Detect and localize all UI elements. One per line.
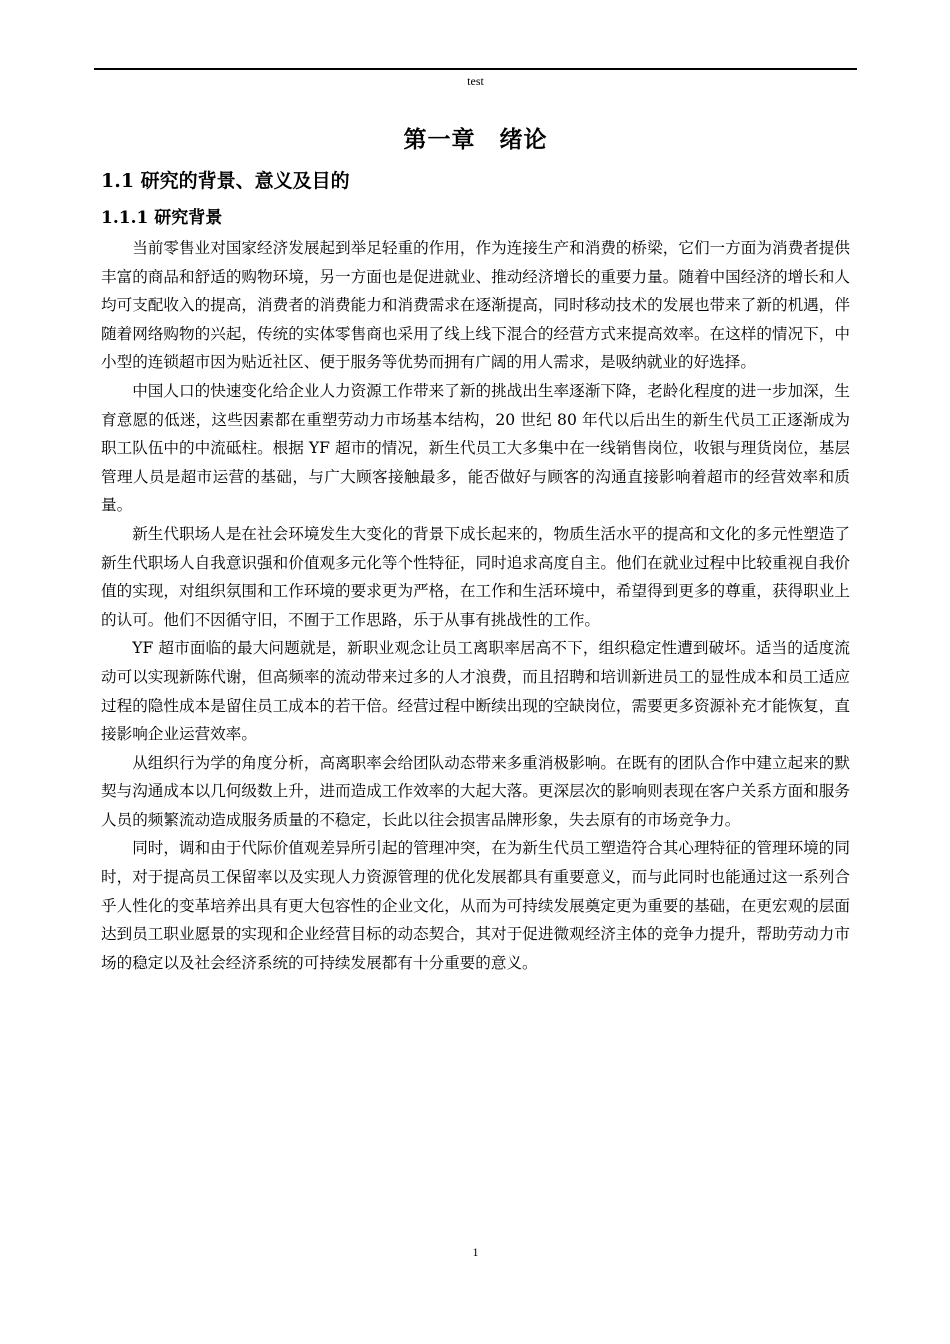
running-header: test: [467, 74, 484, 88]
paragraph: 新生代职场人是在社会环境发生大变化的背景下成长起来的，物质生活水平的提高和文化的多元性塑造了新生代职场人自我意识强和价值观多元化等个性特征，同时追求高度自主。他们在就业过程中比较重视自我价值的实现，对组织氛围和工作环境的要求更为严格，在工作和生活环境中，希望得到更多的尊重，获得职业上的认可。他们不因循守旧，不囿于工作思路，乐于从事有挑战性的工作。: [101, 524, 850, 629]
section-title: 1.1 研究的背景、意义及目的: [101, 170, 350, 192]
page-number: 1: [472, 1245, 479, 1259]
paragraph: 同时，调和由于代际价值观差异所引起的管理冲突，在为新生代员工塑造符合其心理特征的管理环境的同时，对于提高员工保留率以及实现人力资源管理的优化发展都具有重要意义，而与此同时也能通过这一系列合乎人性化的变革培养出具有更大包容性的企业文化，从而为可持续发展奠定更为重要的基础，在更宏观的层面达到员工职业愿景的实现和企业经营目标的动态契合，其对于促进微观经济主体的竞争力提升，帮助劳动力市场的稳定以及社会经济系统的可持续发展都有十分重要的意义。: [101, 839, 850, 972]
paragraph: YF 超市面临的最大问题就是，新职业观念让员工离职率居高不下，组织稳定性遭到破坏。适当的适度流动可以实现新陈代谢，但高频率的流动带来过多的人才浪费，而且招聘和培训新进员工的显性成本和员工适应过程的隐性成本是留住员工成本的若干倍。经营过程中断续出现的空缺岗位，需要更多资源补充才能恢复，直接影响企业运营效率。: [101, 639, 850, 744]
chapter-title: 第一章 绪论: [403, 126, 548, 153]
paragraph: 从组织行为学的角度分析，高离职率会给团队动态带来多重消极影响。在既有的团队合作中建立起来的默契与沟通成本以几何级数上升，进而造成工作效率的大起大落。更深层次的影响则表现在客户关系方面和服务人员的频繁流动造成服务质量的不稳定，长此以往会损害品牌形象，失去原有的市场竞争力。: [101, 753, 850, 829]
paragraph: 中国人口的快速变化给企业人力资源工作带来了新的挑战出生率逐渐下降，老龄化程度的进一步加深，生育意愿的低迷，这些因素都在重塑劳动力市场基本结构，20 世纪 80 年代以后出生的新生代员工正逐渐成为职工队伍中的中流砥柱。根据 YF 超市的情况，新生代员工大多集中在一线销售岗位，收银与理货岗位，基层管理人员是超市运营的基础，与广大顾客接触最多，能否做好与顾客的沟通直接影响着超市的经营效率和质量。: [101, 381, 850, 515]
subsection-title: 1.1.1 研究背景: [101, 208, 223, 228]
header-rule: [94, 68, 857, 70]
page-body: [101, 118, 850, 977]
paragraph: 当前零售业对国家经济发展起到举足轻重的作用，作为连接生产和消费的桥梁，它们一方面为消费者提供丰富的商品和舒适的购物环境，另一方面也是促进就业、推动经济增长的重要力量。随着中国经济的增长和人均可支配收入的提高，消费者的消费能力和消费需求在逐渐提高，同时移动技术的发展也带来了新的机遇，伴随着网络购物的兴起，传统的实体零售商也采用了线上线下混合的经营方式来提高效率。在这样的情况下，中小型的连锁超市因为贴近社区、便于服务等优势而拥有广阔的用人需求，是吸纳就业的好选择。: [101, 239, 850, 372]
